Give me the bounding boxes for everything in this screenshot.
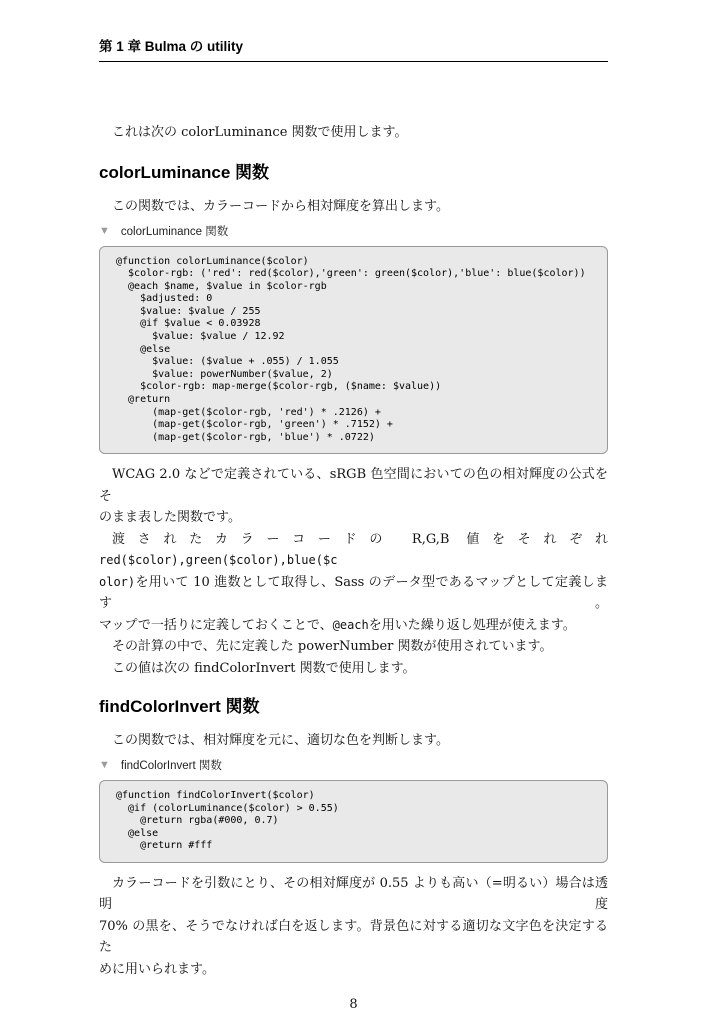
section-heading-colorluminance: colorLuminance 関数 [99,163,270,182]
code-line: @function findColorInvert($color) [116,789,315,801]
code-line: $color-rgb: ('red': red($color),'green': green($color),'blue': blue($color)) [116,268,586,280]
code-line: $adjusted: 0 [116,293,213,305]
text-run: この値は次の findColorInvert 関数で使用します。 [112,660,416,676]
code-line: @return [116,394,171,406]
text-line [99,572,608,615]
text-run: を用いた繰り返し処理が使えます。 [368,617,576,633]
chapter-running-head: 第 1 章 Bulma の utility [99,40,608,62]
inline-code: olor) [99,574,136,589]
section1-lead-paragraph [99,196,608,218]
text-line [99,464,608,507]
code-block-colorluminance [99,246,608,455]
code-line: @if (colorLuminance($color) > 0.55) [116,802,339,814]
listing-caption-colorluminance [99,225,608,239]
code-block-findcolorinvert [99,780,608,863]
code-line: $value: $value / 12.92 [116,331,285,343]
code-line: @return #fff [116,840,213,852]
text-line [99,507,608,529]
page-number: 8 [349,997,358,1013]
code-line: $value: ($value + .055) / 1.055 [116,356,339,368]
code-line: @return rgba(#000, 0.7) [116,815,279,827]
text-run: めに用いられます。 [99,961,215,977]
text-line [99,196,608,218]
text-run: のまま表した関数です。 [99,510,241,526]
intro-paragraph [99,122,608,144]
text-run: を用いて 10 進数として取得し、Sass のデータ型であるマップとして定義します。 [99,574,608,612]
section2-body-paragraphs [99,873,608,981]
text-line [99,529,608,572]
text-line [99,959,608,981]
code-line: $color-rgb: map-merge($color-rgb, ($name: $value)) [116,381,442,393]
listing-caption-findcolorinvert [99,759,608,773]
code-line: (map-get($color-rgb, 'blue') * .0722) [116,431,375,443]
text-run: カラーコードを引数にとり、その相対輝度が 0.55 よりも高い（=明るい）場合は透明度 [99,875,608,913]
section-heading-findcolorinvert: findColorInvert 関数 [99,697,260,717]
triangle-down-icon: ▼ [99,225,110,237]
text-run: この関数では、カラーコードから相対輝度を算出します。 [112,199,449,214]
text-run: WCAG 2.0 などで定義されている、sRGB 色空間においての色の相対輝度の公式をそ [99,467,608,504]
text-run: これは次の colorLuminance 関数で使用します。 [112,124,408,140]
text-run: 渡されたカラーコードの R,G,B 値をそれぞれ [112,531,608,547]
code-line: @function colorLuminance($color) [116,255,309,267]
inline-code: red($color),green($color),blue($c [99,553,338,568]
text-line [99,615,608,637]
listing-caption-label: colorLuminance 関数 [120,225,229,238]
text-line [99,122,608,144]
text-run: その計算の中で、先に定義した powerNumber 関数が使用されています。 [112,639,553,655]
code-line: @else [116,827,159,839]
code-line: $value: $value / 255 [116,305,261,317]
text-run: この関数では、相対輝度を元に、適切な色を判断します。 [112,733,449,749]
triangle-down-icon: ▼ [99,759,110,772]
text-run: 70% の黒を、そうでなければ白を返します。背景色に対する適切な文字色を決定するた [99,918,608,956]
code-line: (map-get($color-rgb, 'red') * .2126) + [116,406,381,418]
listing-caption-label: findColorInvert 関数 [120,759,222,772]
code-line: $value: powerNumber($value, 2) [116,368,333,380]
text-run: マップで一括りに定義しておくことで、 [99,617,333,633]
text-line [99,730,608,752]
text-line [99,873,608,916]
section2-lead-paragraph [99,730,608,752]
text-line [99,916,608,959]
text-line [99,658,608,680]
text-line [99,636,608,658]
section1-body-paragraphs [99,464,608,679]
code-line: (map-get($color-rgb, 'green') * .7152) + [116,419,393,431]
code-line: @if $value < 0.03928 [116,318,261,330]
code-line: @else [116,343,171,355]
code-line: @each $name, $value in $color-rgb [116,280,327,292]
inline-code: @each [332,617,369,632]
